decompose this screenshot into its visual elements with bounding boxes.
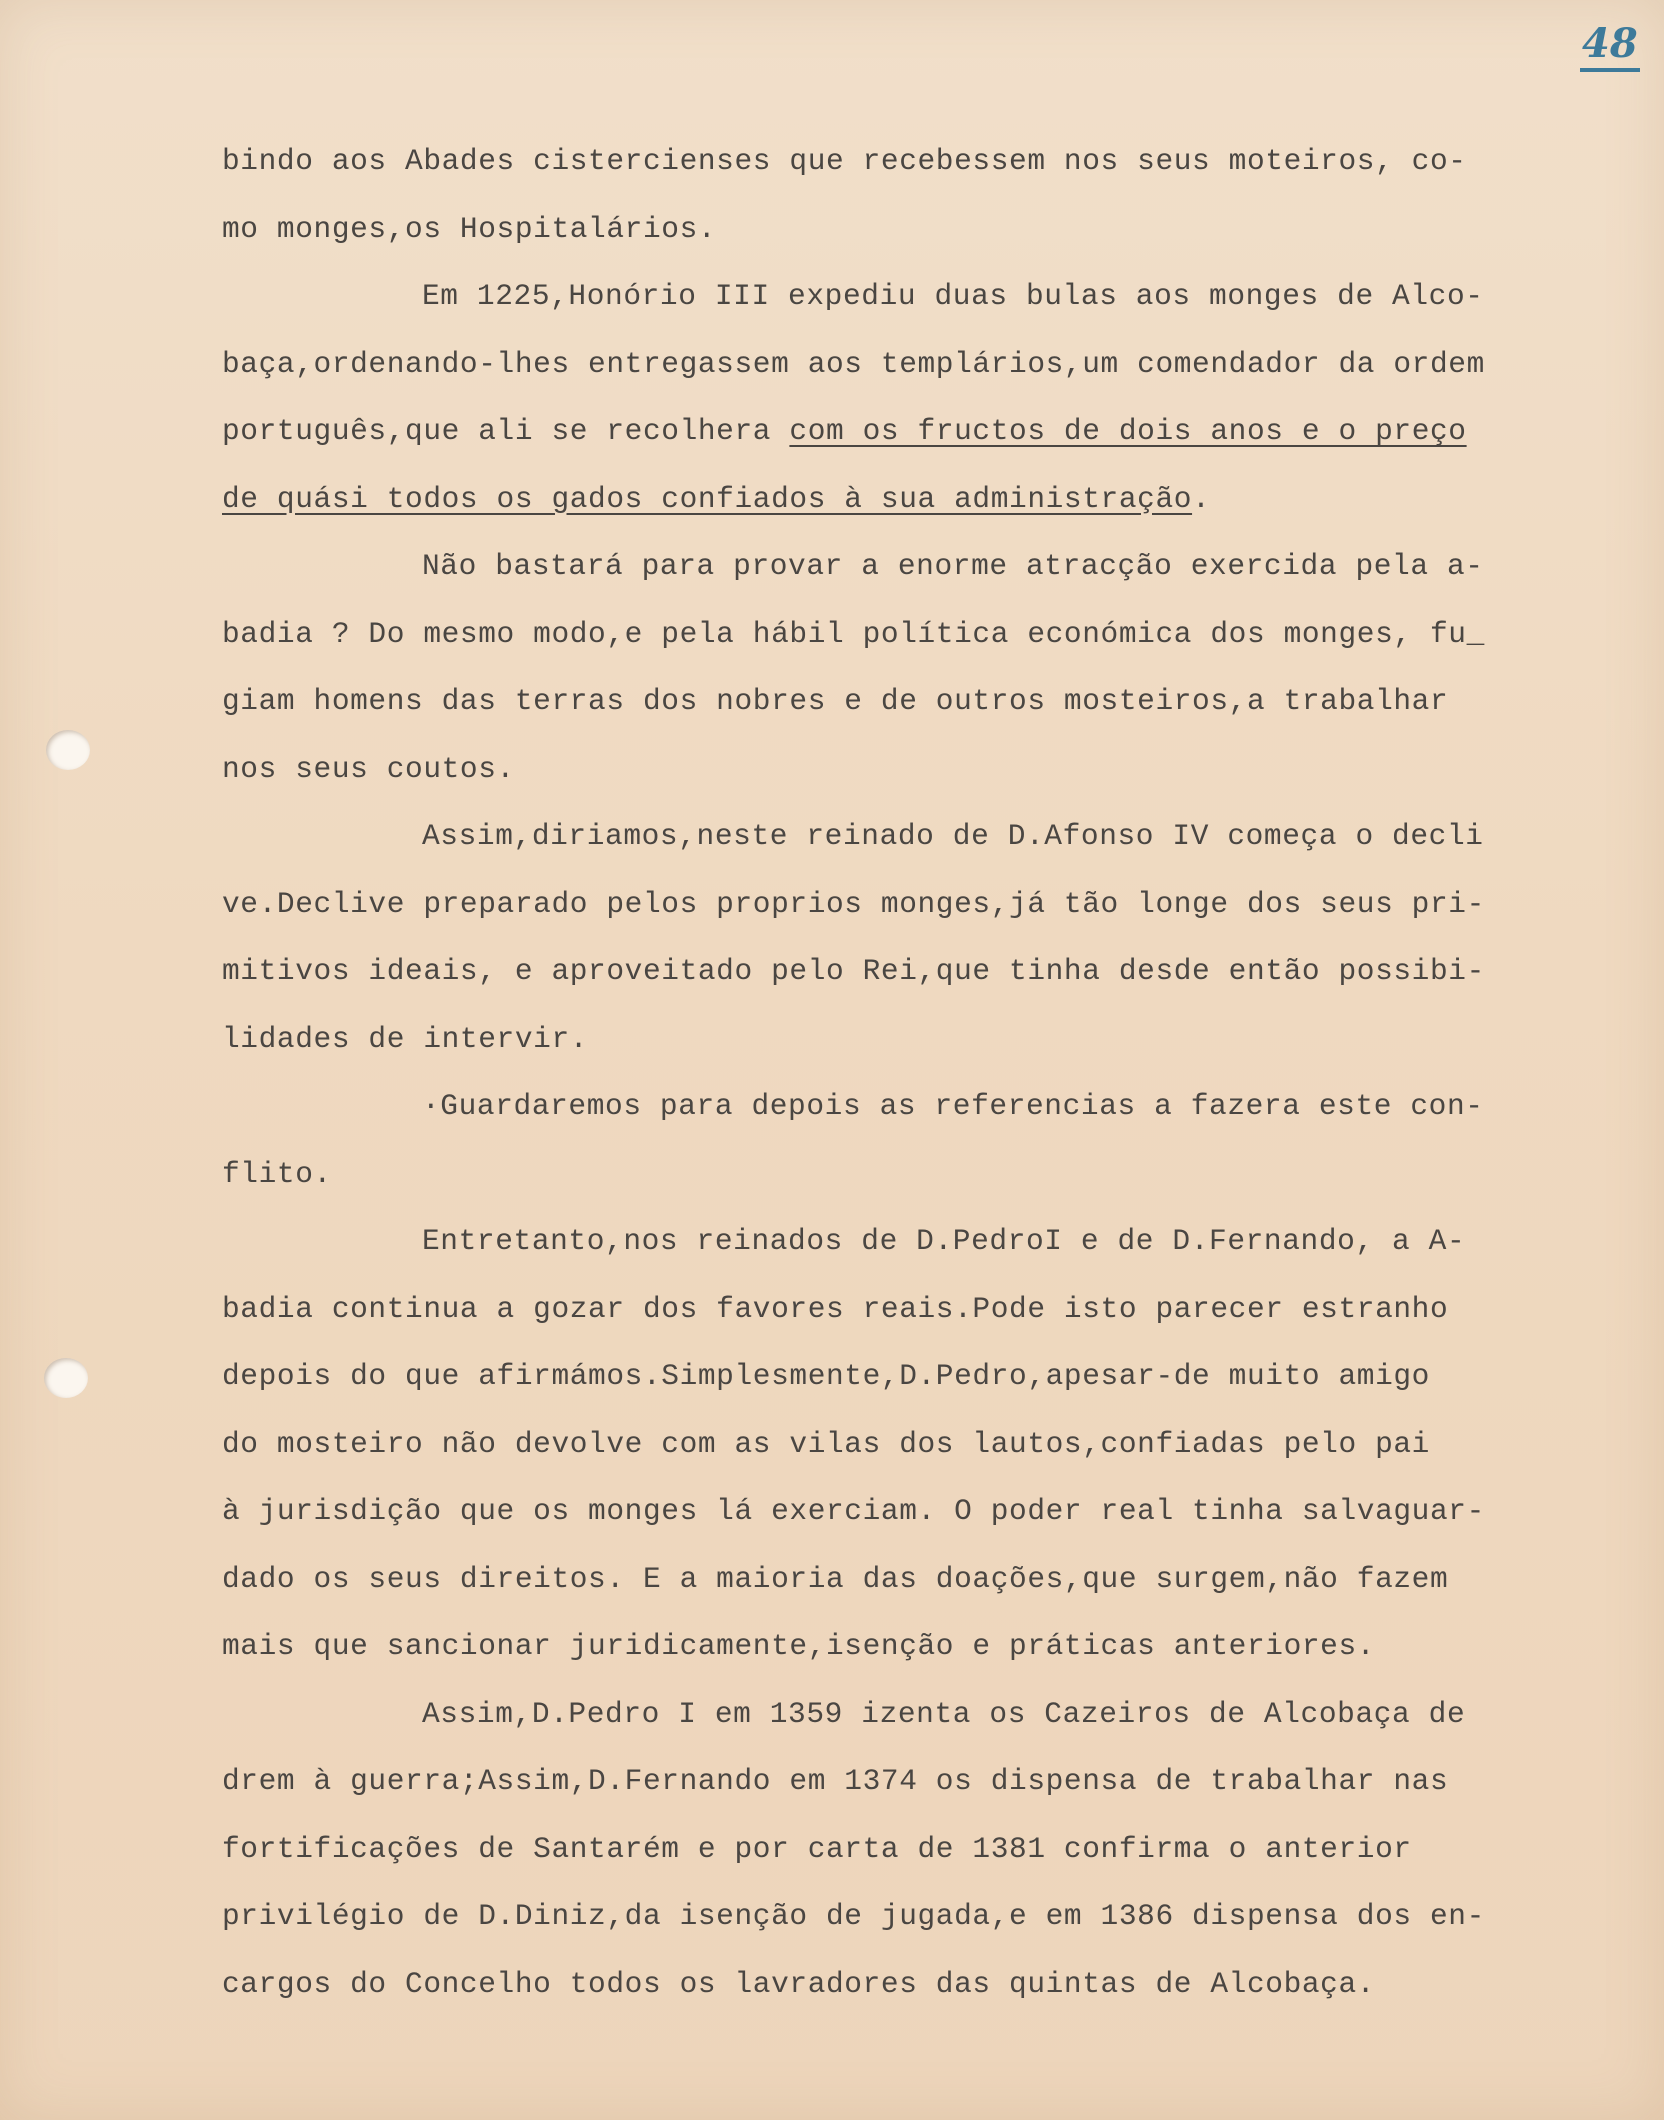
text-line — [222, 398, 1612, 466]
text-line: Entretanto,nos reinados de D.PedroI e de D.Fernando, a A- — [422, 1224, 1466, 1258]
text-line: Em 1225,Honório III expediu duas bulas aos monges de Alco- — [422, 279, 1484, 313]
text-line: Assim,D.Pedro I em 1359 izenta os Cazeiros de Alcobaça de — [422, 1696, 1466, 1731]
text-line: badia continua a gozar dos favores reais.Pode isto parecer estranho — [222, 1291, 1449, 1326]
text-line: privilégio de D.Diniz,da isenção de jugada,e em 1386 dispensa dos en- — [222, 1899, 1485, 1933]
text-line: Assim,diriamos,neste reinado de D.Afonso IV começa o decli — [422, 819, 1484, 853]
punch-hole — [46, 730, 90, 770]
line-plain-text: . — [1192, 481, 1211, 516]
text-line: baça,ordenando-lhes entregassem aos templários,um comendador da ordem — [222, 346, 1485, 381]
text-line: do mosteiro não devolve com as vilas dos lautos,confiadas pelo pai — [222, 1426, 1430, 1461]
text-line: depois do que afirmámos.Simplesmente,D.Pedro,apesar-de muito amigo — [222, 1359, 1430, 1393]
text-line: badia ? Do mesmo modo,e pela hábil política económica dos monges, fu_ — [222, 616, 1485, 651]
text-line: cargos do Concelho todos os lavradores das quintas de Alcobaça. — [222, 1966, 1376, 2001]
text-line: ve.Declive preparado pelos proprios monges,já tão longe dos seus pri- — [222, 886, 1485, 921]
punch-hole — [44, 1358, 88, 1398]
text-line: giam homens das terras dos nobres e de outros mosteiros,a trabalhar — [222, 684, 1449, 718]
text-line: nos seus coutos. — [222, 751, 515, 786]
text-line — [222, 466, 1612, 534]
text-line: dado os seus direitos. E a maioria das doações,que surgem,não fazem — [222, 1561, 1449, 1596]
body-text — [222, 128, 1612, 2018]
text-line: mitivos ideais, e aproveitado pelo Rei,que tinha desde então possibi- — [222, 954, 1485, 988]
text-line: lidades de intervir. — [222, 1021, 589, 1056]
text-line: Não bastará para provar a enorme atracção exercida pela a- — [422, 549, 1484, 583]
text-line: flito. — [222, 1156, 332, 1191]
text-line: ·Guardaremos para depois as referencias a fazera este con- — [422, 1089, 1484, 1123]
page-number: 48 — [1580, 20, 1640, 72]
text-line: mo monges,os Hospitalários. — [222, 211, 717, 246]
text-line: bindo aos Abades cistercienses que recebessem nos seus moteiros, co- — [222, 144, 1467, 178]
text-line: à jurisdição que os monges lá exerciam. O poder real tinha salvaguar- — [222, 1494, 1485, 1528]
line-plain-text: português,que ali se recolhera — [222, 414, 790, 448]
text-line: mais que sancionar juridicamente,isenção e práticas anteriores. — [222, 1629, 1376, 1663]
underlined-quote: de quási todos os gados confiados à sua administração — [222, 481, 1193, 516]
underlined-quote: com os fructos de dois anos e o preço — [789, 414, 1467, 448]
text-line: fortificações de Santarém e por carta de 1381 confirma o anterior — [222, 1831, 1412, 1866]
text-line: drem à guerra;Assim,D.Fernando em 1374 os dispensa de trabalhar nas — [222, 1764, 1449, 1798]
